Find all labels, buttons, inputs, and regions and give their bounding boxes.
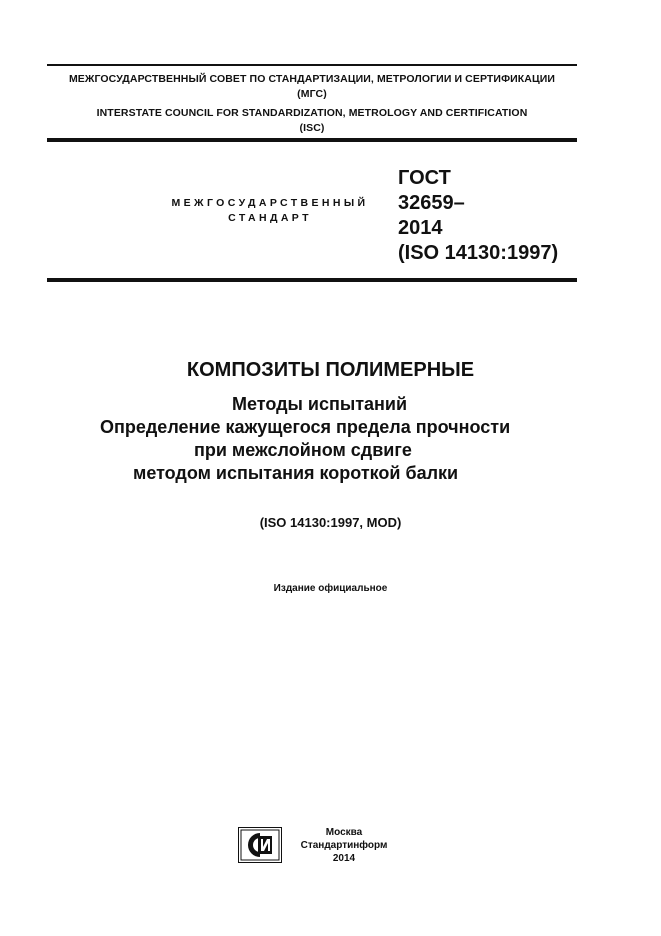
gost-label: ГОСТ [398, 167, 451, 189]
publisher-name: Стандартинформ [300, 840, 388, 851]
gost-designation [398, 166, 558, 266]
edition-label: Издание официальное [273, 583, 388, 594]
council-name-ru: МЕЖГОСУДАРСТВЕННЫЙ СОВЕТ ПО СТАНДАРТИЗАЦИИ, МЕТРОЛОГИИ И СЕРТИФИКАЦИИ [68, 73, 556, 85]
publisher-year: 2014 [332, 853, 356, 864]
gost-year: 2014 [398, 217, 443, 239]
standard-type-label [120, 196, 420, 226]
standard-type-line2: СТАНДАРТ [228, 212, 312, 224]
council-header [47, 72, 577, 136]
gost-number: 32659– [398, 192, 465, 214]
standartinform-logo-icon [238, 827, 282, 863]
council-abbr-ru: (МГС) [297, 88, 327, 100]
standard-type-line1: МЕЖГОСУДАРСТВЕННЫЙ [171, 197, 369, 209]
header-divider [47, 138, 577, 142]
iso-modification: (ISO 14130:1997, MOD) [259, 515, 402, 530]
council-name-en: INTERSTATE COUNCIL FOR STANDARDIZATION, METROLOGY AND CERTIFICATION [96, 107, 528, 119]
subtitle-line2: Определение кажущегося предела прочности [100, 417, 511, 437]
gost-iso-reference: (ISO 14130:1997) [398, 242, 559, 264]
subtitle-line1: Методы испытаний [232, 394, 408, 414]
logo-graphic [238, 827, 282, 863]
publisher-block [292, 826, 396, 865]
subtitle-line3: при межслойном сдвиге [194, 440, 412, 460]
publisher-city: Москва [325, 827, 363, 838]
document-title: КОМПОЗИТЫ ПОЛИМЕРНЫЕ [186, 359, 475, 381]
top-divider [47, 64, 577, 66]
council-abbr-en: (ISC) [299, 122, 325, 134]
designation-divider [47, 278, 577, 282]
document-subtitle [60, 393, 600, 485]
subtitle-line4: методом испытания короткой балки [133, 463, 459, 483]
